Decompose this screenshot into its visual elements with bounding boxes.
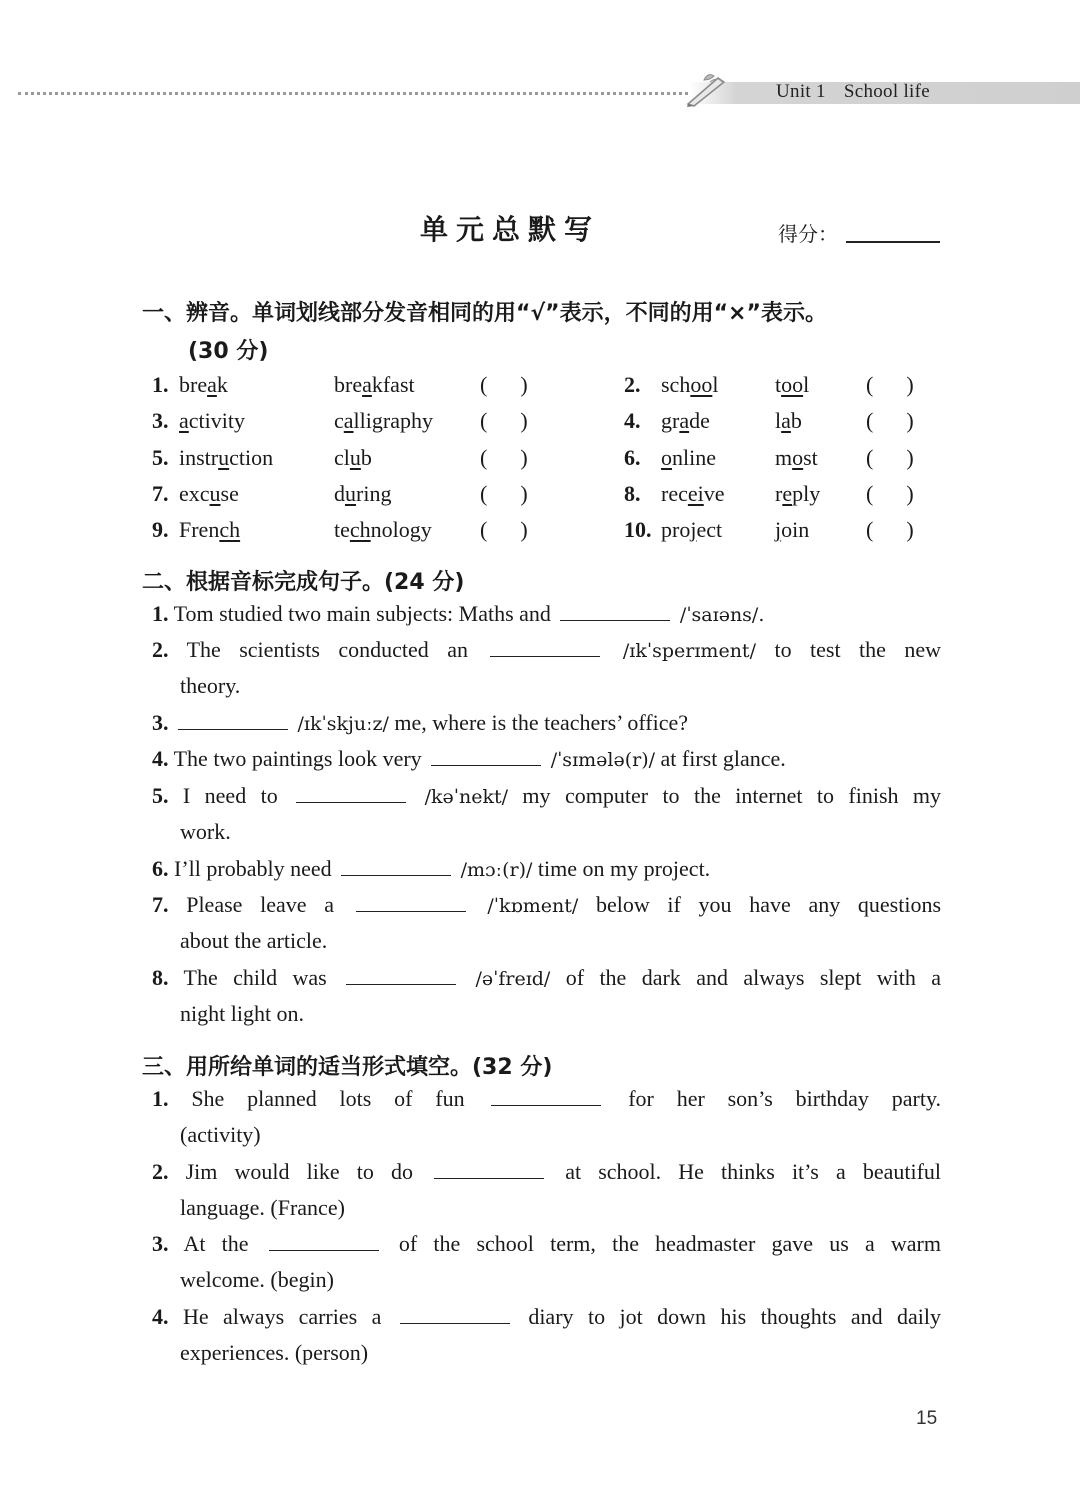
- sentence-part: She planned lots of fun: [191, 1086, 465, 1111]
- item-number: 2.: [152, 1159, 169, 1184]
- word-a-underlined: oo: [690, 372, 713, 397]
- word-a: excuse: [179, 481, 239, 506]
- phonetic-hint: /əˈfreɪd/: [475, 968, 551, 990]
- word-a-underlined: ch: [219, 517, 241, 542]
- header-dotted-rule: [18, 92, 688, 95]
- answer-blank[interactable]: [341, 857, 451, 876]
- word-b: join: [775, 517, 810, 542]
- sentence-line: [152, 856, 710, 882]
- sentence-part: time on my project.: [537, 856, 711, 881]
- answer-blank[interactable]: ( ): [480, 372, 528, 397]
- word-a-underlined: a: [179, 408, 189, 433]
- sentence-part: diary to jot down his thoughts and daily: [528, 1304, 942, 1329]
- score-blank[interactable]: [846, 241, 940, 243]
- phonetic-hint: /ɪkˈskjuːz/: [297, 713, 389, 735]
- word-b-underlined: j: [775, 517, 782, 542]
- answer-blank[interactable]: [491, 1087, 601, 1106]
- word-a: grade: [661, 408, 710, 433]
- section2-title: 二、根据音标完成句子。(24 分): [142, 570, 465, 595]
- item-number: 1.: [152, 372, 169, 397]
- header-unit-title: School life: [843, 81, 930, 102]
- answer-blank[interactable]: [296, 784, 406, 803]
- word-b-underlined: e: [782, 481, 793, 506]
- sentence-part: I’ll probably need: [174, 856, 332, 881]
- sentence-line: [152, 710, 688, 736]
- sentence-continuation: about the article.: [180, 928, 328, 953]
- sentence-line: [152, 965, 941, 991]
- sentence-part: He always carries a: [182, 1304, 382, 1329]
- answer-blank[interactable]: ( ): [480, 445, 528, 470]
- word-b: technology: [334, 517, 432, 542]
- word-b-underlined: o: [792, 445, 804, 470]
- page-number: 15: [916, 1408, 938, 1429]
- item-number: 1.: [152, 601, 169, 626]
- pron-item: [152, 445, 528, 479]
- word-b: during: [334, 481, 392, 506]
- phonetic-hint: /kəˈnekt/: [424, 786, 508, 808]
- pron-item: [152, 517, 528, 551]
- word-a-underlined: a: [679, 408, 690, 433]
- sentence-continuation: (activity): [180, 1122, 261, 1147]
- page-title: 单元总默写: [420, 213, 601, 246]
- item-number: 4.: [624, 408, 641, 433]
- word-b: calligraphy: [334, 408, 433, 433]
- header-title: [776, 81, 930, 103]
- phonetic-hint: /ˈsaɪəns/.: [679, 604, 765, 626]
- word-b-underlined: a: [781, 408, 791, 433]
- item-number: 3.: [152, 408, 169, 433]
- answer-blank[interactable]: ( ): [866, 372, 914, 397]
- section3-title: 三、用所给单词的适当形式填空。(32 分): [142, 1055, 553, 1080]
- item-number: 3.: [152, 1231, 169, 1256]
- sentence-part: The scientists conducted an: [186, 637, 468, 662]
- answer-blank[interactable]: ( ): [866, 408, 914, 433]
- pron-item: [624, 481, 954, 515]
- item-number: 4.: [152, 1304, 169, 1329]
- answer-blank[interactable]: [490, 638, 600, 657]
- word-a: instruction: [179, 445, 274, 470]
- word-a: break: [179, 372, 228, 397]
- word-b-underlined: ch: [349, 517, 371, 542]
- item-number: 2.: [624, 372, 641, 397]
- sentence-continuation: theory.: [180, 673, 241, 698]
- item-number: 6.: [152, 856, 169, 881]
- pencil-icon: [684, 70, 728, 108]
- word-b-underlined: a: [362, 372, 372, 397]
- sentence-line: [152, 783, 941, 809]
- phonetic-hint: /ˈkɒment/: [487, 895, 579, 917]
- item-number: 2.: [152, 637, 169, 662]
- phonetic-hint: /ˈsɪmələ(r)/: [550, 749, 656, 771]
- answer-blank[interactable]: [346, 966, 456, 985]
- pron-item: [624, 445, 954, 479]
- sentence-continuation: welcome. (begin): [180, 1267, 334, 1292]
- sentence-part: me, where is the teachers’ office?: [394, 710, 689, 735]
- word-b-underlined: u: [349, 445, 361, 470]
- score-label: 得分：: [778, 222, 838, 246]
- answer-blank[interactable]: [431, 747, 541, 766]
- word-a: receive: [661, 481, 725, 506]
- word-a: online: [661, 445, 716, 470]
- word-a: project: [661, 517, 723, 542]
- word-a: French: [179, 517, 241, 542]
- sentence-part: The two paintings look very: [173, 746, 422, 771]
- pron-item: [152, 372, 528, 406]
- sentence-line: [152, 1159, 941, 1185]
- sentence-line: [152, 637, 941, 663]
- answer-blank[interactable]: [269, 1232, 379, 1251]
- answer-blank[interactable]: ( ): [866, 481, 914, 506]
- word-b: club: [334, 445, 372, 470]
- sentence-line: [152, 1231, 941, 1257]
- word-a-underlined: j: [690, 517, 697, 542]
- answer-blank[interactable]: ( ): [866, 517, 914, 542]
- word-b-underlined: oo: [781, 372, 804, 397]
- sentence-part: At the: [183, 1231, 249, 1256]
- sentence-part: below if you have any questions: [595, 892, 942, 917]
- sentence-line: [152, 1086, 941, 1112]
- item-number: 8.: [624, 481, 641, 506]
- sentence-part: of the school term, the headmaster gave us a warm: [398, 1231, 941, 1256]
- answer-blank[interactable]: ( ): [480, 517, 528, 542]
- word-a-underlined: ei: [687, 481, 704, 506]
- word-b-underlined: a: [343, 408, 354, 433]
- word-b: most: [775, 445, 818, 470]
- sentence-part: The child was: [183, 965, 327, 990]
- word-b: lab: [775, 408, 802, 433]
- pron-item: [152, 408, 528, 442]
- section1-title: 一、辨音。单词划线部分发音相同的用“√”表示，不同的用“×”表示。: [142, 301, 827, 326]
- answer-blank[interactable]: [434, 1160, 544, 1179]
- sentence-part: Tom studied two main subjects: Maths and: [173, 601, 551, 626]
- phonetic-hint: /ɪkˈsperɪment/: [622, 640, 756, 662]
- pron-item: [152, 481, 528, 515]
- word-b-underlined: u: [345, 481, 356, 506]
- item-number: 8.: [152, 965, 169, 990]
- word-b: reply: [775, 481, 821, 506]
- sentence-line: [152, 601, 764, 627]
- sentence-continuation: experiences. (person): [180, 1340, 369, 1365]
- item-number: 5.: [152, 783, 169, 808]
- pron-item: [624, 408, 954, 442]
- sentence-part: to test the new: [774, 637, 942, 662]
- word-b: tool: [775, 372, 810, 397]
- section1-points: (30 分): [188, 339, 269, 364]
- sentence-part: Please leave a: [186, 892, 334, 917]
- word-a-underlined: a: [207, 372, 217, 397]
- sentence-part: I need to: [182, 783, 278, 808]
- answer-blank[interactable]: [560, 602, 670, 621]
- answer-blank[interactable]: ( ): [480, 408, 528, 433]
- item-number: 1.: [152, 1086, 169, 1111]
- sentence-part: of the dark and always slept with a: [565, 965, 942, 990]
- pron-item: [624, 372, 954, 406]
- item-number: 4.: [152, 746, 169, 771]
- sentence-continuation: night light on.: [180, 1001, 305, 1026]
- sentence-line: [152, 746, 786, 772]
- item-number: 6.: [624, 445, 641, 470]
- item-number: 5.: [152, 445, 169, 470]
- item-number: 9.: [152, 517, 169, 542]
- answer-blank[interactable]: [400, 1305, 510, 1324]
- sentence-part: Jim would like to do: [185, 1159, 413, 1184]
- word-a-underlined: o: [661, 445, 672, 470]
- phonetic-hint: /mɔː(r)/: [460, 859, 533, 881]
- word-a-underlined: u: [209, 481, 221, 506]
- answer-blank[interactable]: [178, 711, 288, 730]
- answer-blank[interactable]: ( ): [480, 481, 528, 506]
- word-a: activity: [179, 408, 245, 433]
- answer-blank[interactable]: [356, 893, 466, 912]
- sentence-continuation: work.: [180, 819, 231, 844]
- word-b: breakfast: [334, 372, 415, 397]
- sentence-part: for her son’s birthday party.: [628, 1086, 942, 1111]
- sentence-part: at school. He thinks it’s a beautiful: [565, 1159, 942, 1184]
- sentence-part: at first glance.: [660, 746, 786, 771]
- item-number: 7.: [152, 481, 169, 506]
- word-a-underlined: u: [218, 445, 230, 470]
- item-number: 7.: [152, 892, 169, 917]
- sentence-part: my computer to the internet to finish my: [522, 783, 942, 808]
- word-a: school: [661, 372, 719, 397]
- sentence-line: [152, 892, 941, 918]
- header-unit: Unit 1: [776, 81, 826, 102]
- item-number: 10.: [624, 517, 652, 542]
- pron-item: [624, 517, 954, 551]
- item-number: 3.: [152, 710, 169, 735]
- sentence-line: [152, 1304, 941, 1330]
- sentence-continuation: language. (France): [180, 1195, 345, 1220]
- answer-blank[interactable]: ( ): [866, 445, 914, 470]
